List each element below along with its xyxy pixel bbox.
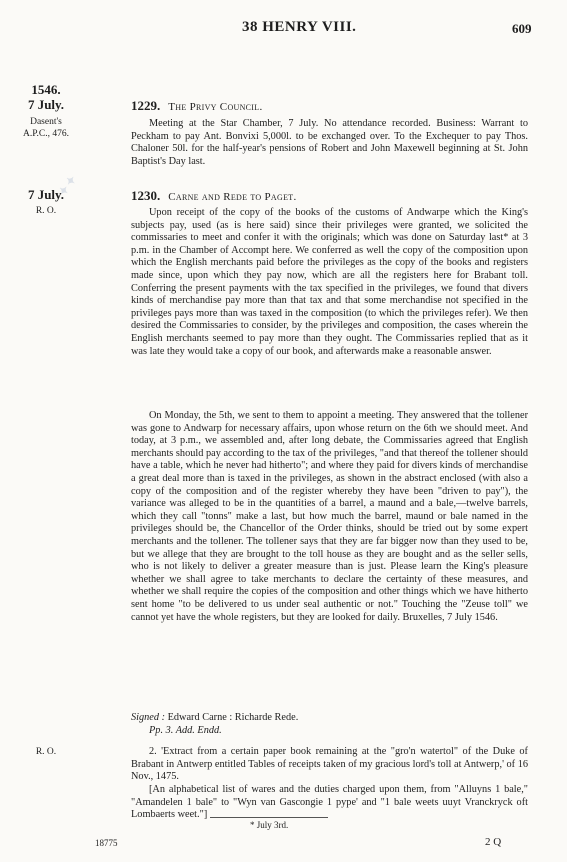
entry-heading [131,97,263,115]
entry-body: Meeting at the Star Chamber, 7 July. No attendance recorded. Business: Warrant to Peckham to pay Ant. Bonvixi 5,000l. to be exchanged over. To the Exchequer to pay Thos. Chaloner 50l. for the half-year's pensions of Robert and John Maxewell beginning at St. John Baptist's Day last. [131,118,528,167]
signature-mark: 2 Q [485,836,502,848]
margin-year: 1546. [31,82,61,97]
letter-paragraph-1: Upon receipt of the copy of the books of the customs of Andwarpe which the King's subjects pay, used (as is here said) since their privileges were granted, we solicited the commissaries to meet and confer it with the originals; which was done on Saturday last* at 3 p.m. in the Chamber of Accompt here. We conferred as well the copy of the composition upon which the English merchants paid before the privileges as the copy of the books and registers made since, upon which they pay now, which are all the registers here for Brabant toll. Conferring the present payments with the tax specified in the privileges, we found that divers kinds of merchandise pay more than that tax and that some merchandise not specified in the privileges pays more than was taxed in the composition (to which the privileges refer). We then desired the Commissaries to consider, by the privileges and composition, the cases wherein the English merchants seemed to pay more than they ought. The Commissaries replied that as it was late they would take a copy of our book, and afterwards make a reasonable answer. [131,207,528,357]
margin-date: 7 July. [27,97,65,112]
watermark: ✦✦ [55,171,81,199]
entry-heading [131,187,297,205]
margin-source: Dasent's A.P.C., 476. [23,117,69,139]
footnote: * July 3rd. [250,820,289,830]
enclosure-abstract: [An alphabetical list of wares and the duties charged upon them, from "Alluyns 1 bale," "Amandelen 1 bale" to "Wyn van Gascongie 1 pype' and "1 bale weets uuyt Vranckryck oft Lombaerts weet."] [131,784,528,821]
margin-source: R. O. [35,206,57,216]
enclosure-description: 2. 'Extract from a certain paper book remaining at the "gro'n watertol" of the Duke of Brabant in Antwerp entitled Tables of receipts taken of my gracious lord's toll at Antwerp,' of 16 Nov., 1475. [131,746,528,783]
margin-source: R. O. [35,747,57,757]
endorsement-note: Pp. 3. Add. Endd. [149,725,222,736]
margin-date: 7 July. [27,187,65,202]
running-header: 38 HENRY VIII. [242,19,357,35]
entry-number: 1230. [131,188,161,203]
entry-title: Carne and Rede to Paget. [168,191,297,203]
letter-paragraph-2: On Monday, the 5th, we sent to them to appoint a meeting. They answered that the tollener was gone to Andwarp for necessary affairs, upon whose return on the 6th we should meet. And today, at 3 p.m., we assembled and, after long debate, the Commissaries agreed that English merchants should pay according to the tax of the privileges, "and that thereof the tollener should have a table, which he never had hitherto"; and where they paid for divers kinds of merchandise a great deal more than is taxed in the privileges, as shown in the abstract enclosed (with also a copy of the composition and of the register whereby they have been "driven to pay"), the variance was alleged to be in the quantities of a barrel, a maund and a bale,—twelve barrels, which they call "tonns" make a last, but how much the barrel, maund or bale named in the privileges should be, the Chancellor of the Order thinks, should be tried out by some expert merchants and the tollener. The tollener says that they are far bigger now than they used to be, but we allege that they are brought to the toll house as they are bought and as the seller sells, who is not likely to deliver a greater measure than is just. Please learn the King's pleasure whether we shall agree to take merchants to declare the certainty of these measures, and whether we shall require the copies of the composition and other things which we have hitherto sent home "to be delivered to us under seal authentic or not." Touching the "Zeuse toll" we cannot yet have the whole registers, but they are looked for daily. Bruxelles, 7 July 1546. [131,410,528,623]
entry-title: The Privy Council. [168,101,263,113]
page-number: 609 [512,21,532,36]
entry-number: 1229. [131,98,161,113]
printer-mark: 18775 [95,838,118,848]
signature-line: Signed : Edward Carne : Richarde Rede. [131,712,299,723]
